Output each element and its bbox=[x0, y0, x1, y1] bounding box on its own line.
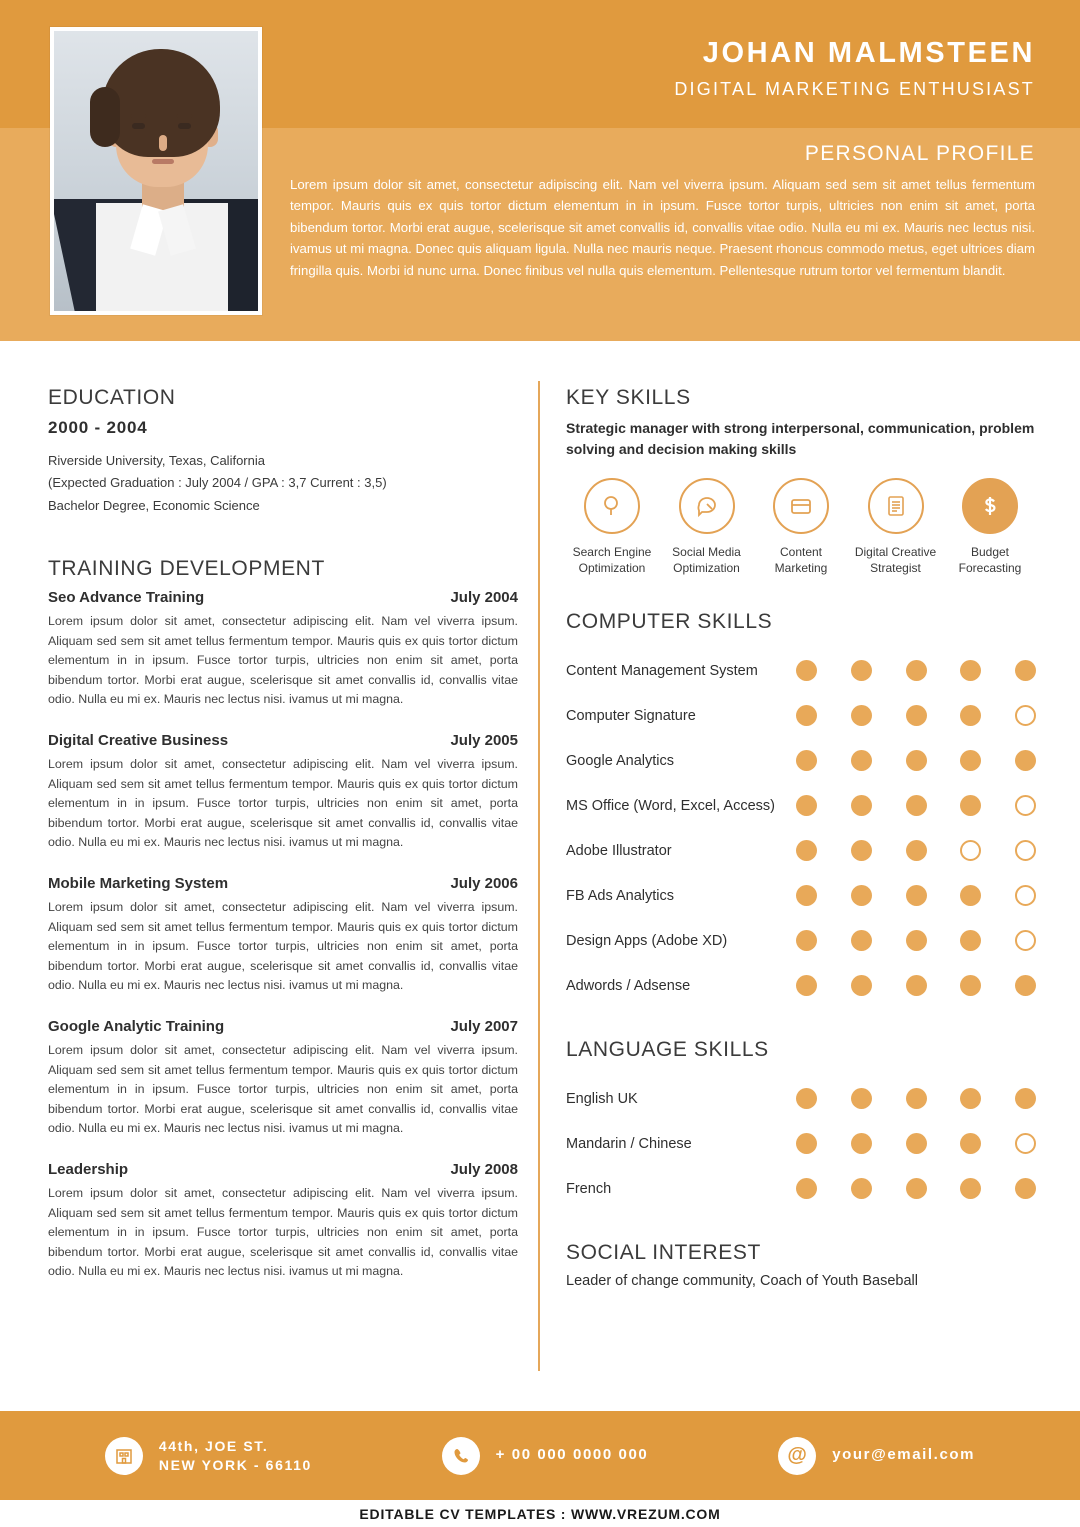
training-item-desc: Lorem ipsum dolor sit amet, consectetur adipiscing elit. Nam vel viverra ipsum. Aliquam sed sem sit amet tellus fermentum tempor. Mauris quis ex quis tortor dictum elementum in in ipsum. Fusce tortor turpis, ultricies non enim sit amet, porta bibendum tortor. Morbi erat augue, scelerisque sit amet convallis id, convallis vitae odio. Nulla eu mi ex. Mauris nec lectus nisi. ivamus ut mi magna. bbox=[48, 1042, 518, 1136]
column-divider bbox=[538, 381, 540, 1371]
footer-bar bbox=[0, 1411, 1080, 1500]
training-item-desc: Lorem ipsum dolor sit amet, consectetur adipiscing elit. Nam vel viverra ipsum. Aliquam sed sem sit amet tellus fermentum tempor. Mauris quis ex quis tortor dictum elementum in in ipsum. Fusce tortor turpis, ultricies non enim sit amet, porta bibendum tortor. Morbi erat augue, scelerisque sit amet convallis id, convallis vitae odio. Nulla eu mi ex. Mauris nec lectus nisi. ivamus ut mi magna. bbox=[48, 900, 518, 993]
education-line: Riverside University, Texas, California bbox=[48, 453, 265, 468]
skill-rating bbox=[796, 660, 1036, 681]
personal-profile-text: Lorem ipsum dolor sit amet, consectetur adipiscing elit. Nam vel viverra ipsum. Aliquam sed sem sit amet tellus fermentum tempor. Mauris quis ex quis tortor dictum elementum in in ipsum. Fusce tortor turpis, ultricies non enim sit amet, porta bibendum tortor. Morbi erat augue, scelerisque sit amet convallis id, convallis vitae odio. Nulla eu mi ex. Mauris nec lectus nisi. ivamus ut mi magna. Donec quis aliquam ligula. Nulla nec mauris neque. Praesent rhoncus commodo metus, eget ultrices diam fringilla quis. Morbi id nunc urna. Donec finibus vel nulla quis elementum. Pellentesque rutrum tortor vel fermentum blandit. bbox=[290, 177, 1035, 278]
speech-bubble-search-icon bbox=[679, 478, 735, 534]
skill-label: Google Analytics bbox=[566, 752, 675, 769]
magnifier-icon bbox=[584, 478, 640, 534]
key-skill-label: Social Media Optimization bbox=[672, 545, 741, 576]
language-rating bbox=[796, 1178, 1036, 1199]
key-skills-subtitle: Strategic manager with strong interpersonal, communication, problem solving and decision making skills bbox=[566, 420, 1035, 457]
personal-profile-heading: PERSONAL PROFILE bbox=[804, 142, 1035, 165]
skill-rating bbox=[796, 975, 1036, 996]
training-item bbox=[48, 1161, 518, 1282]
skill-row bbox=[566, 873, 1036, 918]
footer-credit-bar bbox=[0, 1500, 1080, 1527]
language-rating bbox=[796, 1088, 1036, 1109]
footer-phone bbox=[442, 1437, 649, 1475]
personal-profile-section bbox=[290, 142, 1035, 281]
left-column bbox=[48, 386, 518, 1304]
skill-label: Design Apps (Adobe XD) bbox=[566, 932, 728, 949]
training-item-desc: Lorem ipsum dolor sit amet, consectetur adipiscing elit. Nam vel viverra ipsum. Aliquam sed sem sit amet tellus fermentum tempor. Mauris quis ex quis tortor dictum elementum in in ipsum. Fusce tortor turpis, ultricies non enim sit amet, porta bibendum tortor. Morbi erat augue, scelerisque sit amet convallis id, convallis vitae odio. Nulla eu mi ex. Mauris nec lectus nisi. ivamus ut mi magna. bbox=[48, 757, 518, 850]
language-label: French bbox=[566, 1180, 612, 1197]
footer-phone-text: + 00 000 0000 000 bbox=[495, 1446, 649, 1464]
footer-credit-text: EDITABLE CV TEMPLATES : WWW.VREZUM.COM bbox=[359, 1505, 721, 1522]
key-skill-label: Budget Forecasting bbox=[958, 545, 1022, 576]
right-column bbox=[566, 386, 1036, 1289]
key-skill-cell bbox=[944, 478, 1036, 576]
training-item bbox=[48, 875, 518, 996]
footer-address bbox=[105, 1437, 312, 1475]
skill-row bbox=[566, 738, 1036, 783]
language-label: Mandarin / Chinese bbox=[566, 1135, 692, 1152]
footer-address-line1: 44th, JOE ST. bbox=[158, 1437, 269, 1454]
language-row bbox=[566, 1076, 1036, 1121]
training-item bbox=[48, 732, 518, 853]
language-skills-heading: LANGUAGE SKILLS bbox=[566, 1038, 769, 1062]
key-skill-label: Digital Creative Strategist bbox=[854, 545, 937, 576]
skill-rating bbox=[796, 705, 1036, 726]
skill-rating bbox=[796, 795, 1036, 816]
key-skill-label: Search Engine Optimization bbox=[572, 545, 652, 576]
skill-label: Adobe Illustrator bbox=[566, 842, 672, 859]
footer-address-line2: NEW YORK - 66110 bbox=[158, 1456, 312, 1473]
training-item-desc: Lorem ipsum dolor sit amet, consectetur adipiscing elit. Nam vel viverra ipsum. Aliquam sed sem sit amet tellus fermentum tempor. Mauris quis ex quis tortor dictum elementum in in ipsum. Fusce tortor turpis, ultricies non enim sit amet, porta bibendum tortor. Morbi erat augue, scelerisque sit amet convallis id, convallis vitae odio. Nulla eu mi ex. Mauris nec lectus nisi. ivamus ut mi magna. bbox=[48, 614, 518, 707]
skill-label: Adwords / Adsense bbox=[566, 977, 691, 994]
at-icon: @ bbox=[778, 1437, 816, 1475]
key-skills-icon-row bbox=[566, 478, 1036, 576]
footer-email-text: your@email.com bbox=[832, 1446, 976, 1464]
training-item-date: July 2008 bbox=[450, 1160, 518, 1178]
avatar bbox=[50, 27, 262, 315]
skill-rating bbox=[796, 840, 1036, 861]
portrait-photo bbox=[54, 31, 258, 311]
training-item-date: July 2004 bbox=[450, 589, 518, 607]
skill-row bbox=[566, 783, 1036, 828]
training-item-title: Mobile Marketing System bbox=[48, 875, 229, 893]
key-skill-cell bbox=[850, 478, 942, 576]
document-icon bbox=[868, 478, 924, 534]
training-item-title: Leadership bbox=[48, 1160, 129, 1178]
skill-row bbox=[566, 918, 1036, 963]
key-skill-cell bbox=[566, 478, 658, 576]
language-rating bbox=[796, 1133, 1036, 1154]
training-item bbox=[48, 1018, 518, 1139]
key-skills-heading: KEY SKILLS bbox=[566, 386, 691, 409]
skill-rating bbox=[796, 930, 1036, 951]
social-interest-text: Leader of change community, Coach of Youth Baseball bbox=[566, 1273, 918, 1290]
skill-row bbox=[566, 828, 1036, 873]
skill-rating bbox=[796, 750, 1036, 771]
skill-row bbox=[566, 648, 1036, 693]
training-item-date: July 2007 bbox=[450, 1017, 518, 1035]
language-label: English UK bbox=[566, 1090, 638, 1107]
training-item-title: Digital Creative Business bbox=[48, 732, 229, 750]
training-item-date: July 2006 bbox=[450, 875, 518, 893]
skill-label: Computer Signature bbox=[566, 707, 696, 724]
header-name-block bbox=[674, 38, 1035, 100]
skill-row bbox=[566, 693, 1036, 738]
skill-label: MS Office (Word, Excel, Access) bbox=[566, 797, 775, 814]
skill-rating bbox=[796, 885, 1036, 906]
phone-icon bbox=[442, 1437, 480, 1475]
language-row bbox=[566, 1166, 1036, 1211]
key-skill-cell bbox=[661, 478, 753, 576]
education-line: (Expected Graduation : July 2004 / GPA : 3,7 Current : 3,5) bbox=[48, 475, 387, 491]
skill-label: Content Management System bbox=[566, 662, 758, 679]
training-item-title: Google Analytic Training bbox=[48, 1017, 225, 1035]
social-interest-heading: SOCIAL INTEREST bbox=[566, 1241, 761, 1265]
building-icon bbox=[105, 1437, 143, 1475]
training-heading: TRAINING DEVELOPMENT bbox=[48, 557, 325, 581]
training-item-desc: Lorem ipsum dolor sit amet, consectetur adipiscing elit. Nam vel viverra ipsum. Aliquam sed sem sit amet tellus fermentum tempor. Mauris quis ex quis tortor dictum elementum in in ipsum. Fusce tortor turpis, ultricies non enim sit amet, porta bibendum tortor. Morbi erat augue, scelerisque sit amet convallis id, convallis vitae odio. Nulla eu mi ex. Mauris nec lectus nisi. ivamus ut mi magna. bbox=[48, 1185, 518, 1279]
skill-label: FB Ads Analytics bbox=[566, 887, 674, 904]
card-icon bbox=[773, 478, 829, 534]
footer-email bbox=[778, 1437, 975, 1475]
training-item bbox=[48, 589, 518, 710]
training-item-date: July 2005 bbox=[450, 732, 518, 750]
dollar-icon bbox=[962, 478, 1018, 534]
body-content bbox=[0, 341, 1080, 1411]
key-skill-cell bbox=[755, 478, 847, 576]
job-title: DIGITAL MARKETING ENTHUSIAST bbox=[674, 78, 1035, 99]
language-row bbox=[566, 1121, 1036, 1166]
training-item-title: Seo Advance Training bbox=[48, 589, 205, 607]
key-skill-label: Content Marketing bbox=[774, 545, 828, 576]
education-line: Bachelor Degree, Economic Science bbox=[48, 497, 260, 513]
page-title: JOHAN MALMSTEEN bbox=[702, 37, 1035, 69]
skill-row bbox=[566, 963, 1036, 1008]
education-heading: EDUCATION bbox=[48, 386, 176, 409]
computer-skills-heading: COMPUTER SKILLS bbox=[566, 610, 773, 634]
education-years: 2000 - 2004 bbox=[48, 418, 148, 437]
